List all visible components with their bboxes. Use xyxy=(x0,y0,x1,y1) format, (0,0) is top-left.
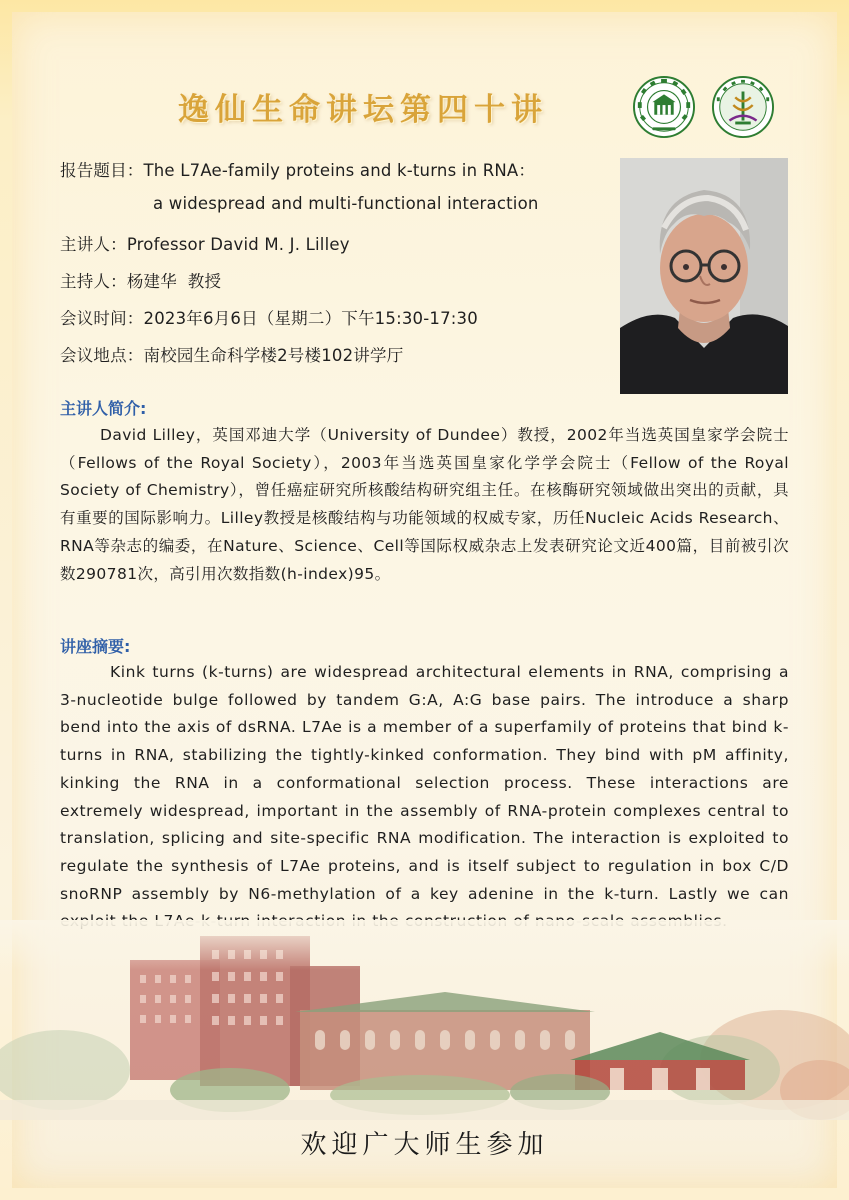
topic-label: 报告题目： xyxy=(60,161,144,180)
campus-illustration xyxy=(0,920,849,1120)
topic-title-line2: a widespread and multi-functional interaction xyxy=(153,194,539,213)
poster-title: 逸仙生命讲坛第四十讲 xyxy=(178,92,548,128)
host-label: 主持人： xyxy=(60,272,127,291)
host-name: 杨建华 教授 xyxy=(126,272,222,291)
speaker-label: 主讲人： xyxy=(60,235,127,254)
abstract-heading: 讲座摘要: xyxy=(60,637,131,656)
topic-title-line1: The L7Ae-family proteins and k-turns in RNA： xyxy=(143,161,536,180)
place-line xyxy=(60,342,403,366)
time-value: 2023年6月6日（星期二）下午15:30-17:30 xyxy=(143,309,478,328)
bio-text: David Lilley，英国邓迪大学（University of Dundee）教授，2002年当选英国皇家学会院士（Fellows of the Royal Society），2003年当选英国皇家化学学会院士（Fellow of the Royal Society of Chemistry），曾任癌症研究所核酸结构研究组主任。在核酶研究领域做出突出的贡献，具有重要的国际影响力。Lilley教授是核酸结构与功能领域的权威专家，历任Nucleic Acids Research、RNA等杂志的编委，在Nature、Science、Cell等国际权威杂志上发表研究论文近400篇，目前被引次数290781次，高引用次数指数(h-index)95。 xyxy=(60,426,789,583)
bio-paragraph xyxy=(60,422,789,588)
time-line xyxy=(60,305,478,329)
bio-heading: 主讲人简介: xyxy=(60,399,147,418)
speaker-photo xyxy=(620,158,788,394)
abstract-text: Kink turns (k-turns) are widespread architectural elements in RNA, comprising a 3-nucleotide bulge followed by tandem G:A, A:G base pairs. The introduce a sharp bend into the axis of dsRNA. L7Ae is a member of a superfamily of proteins that bind k-turns in RNA, stabilizing the tightly-kinked conformation. They bind with pM affinity, kinking the RNA in a conformational selection process. These interactions are extremely widespread, important in the assembly of RNA-protein complexes central to translation, splicing and site-specific RNA modification. The interaction is exploited to regulate the synthesis of L7Ae proteins, and is itself subject to regulation in box C/D snoRNP assembly by N6-methylation of a key adenine in the k-turn. Lastly we can xyxy=(60,663,789,903)
institute-emblem-icon xyxy=(712,76,774,138)
place-label: 会议地点： xyxy=(60,346,144,365)
place-value: 南校园生命科学楼2号楼102讲学厅 xyxy=(143,346,404,365)
speaker-name: Professor David M. J. Lilley xyxy=(126,235,350,254)
university-seal-icon xyxy=(633,76,695,138)
speaker-line xyxy=(60,231,350,255)
time-label: 会议时间： xyxy=(60,309,144,328)
abstract-paragraph xyxy=(60,659,789,936)
topic-line xyxy=(60,157,535,181)
host-line xyxy=(60,268,221,292)
welcome-footer: 欢迎广大师生参加 xyxy=(300,1130,549,1160)
